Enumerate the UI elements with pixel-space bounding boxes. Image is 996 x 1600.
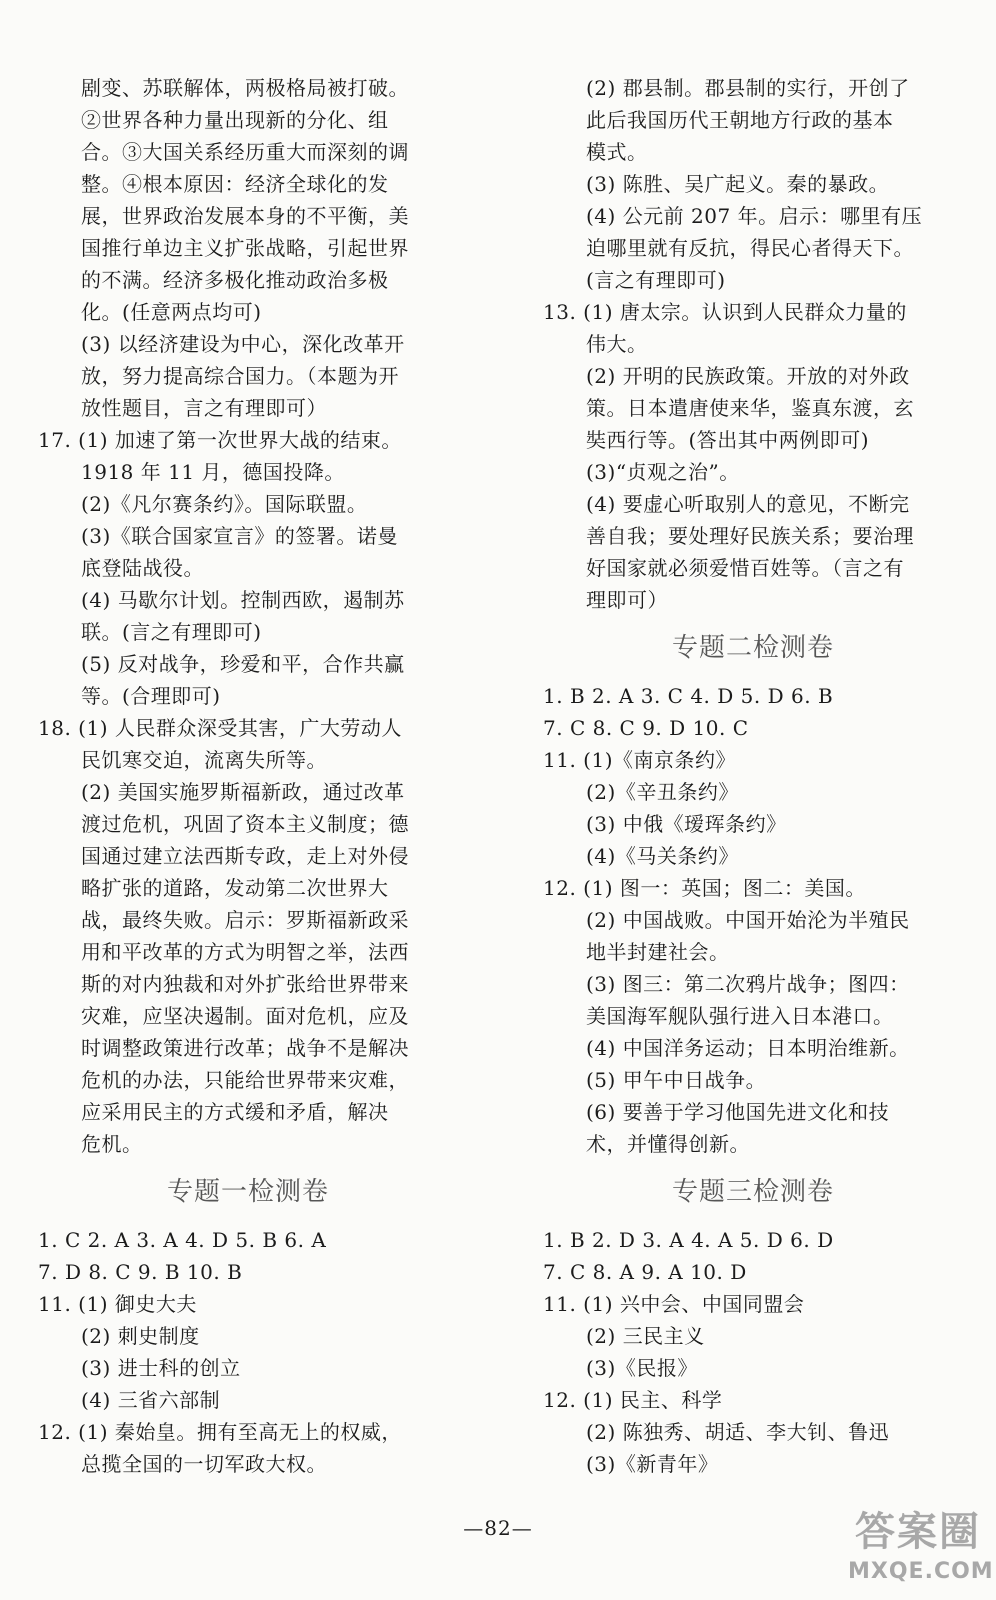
text-line: 奘西行等。(答出其中两例即可) xyxy=(586,428,870,452)
text-line: 地半封建社会。 xyxy=(586,940,730,964)
text-line: 18. (1) 人民群众深受其害，广大劳动人 xyxy=(38,716,402,740)
text-line: (3) 陈胜、吴广起义。秦的暴政。 xyxy=(586,172,890,196)
section-heading: 专题一检测卷 xyxy=(166,1177,329,1207)
text-line: 灾难，应坚决遏制。面对危机，应及 xyxy=(81,1004,409,1028)
watermark-logo xyxy=(848,1506,994,1592)
text-line: (2) 陈独秀、胡适、李大钊、鲁迅 xyxy=(586,1420,890,1444)
text-line: 战，最终失败。启示：罗斯福新政采 xyxy=(81,908,409,932)
text-line: (2) 美国实施罗斯福新政，通过改革 xyxy=(81,780,405,804)
right-column xyxy=(543,72,963,1480)
text-line: 的不满。经济多极化推动政治多极 xyxy=(81,268,389,292)
text-line: (3)《民报》 xyxy=(586,1356,698,1380)
text-line: (4) 要虚心听取别人的意见，不断完 xyxy=(586,492,910,516)
text-line: (3)“贞观之治”。 xyxy=(586,460,740,484)
text-line: 1. C 2. A 3. A 4. D 5. B 6. A xyxy=(38,1228,327,1252)
text-line: 17. (1) 加速了第一次世界大战的结束。 xyxy=(38,428,402,452)
text-line: 模式。 xyxy=(586,140,648,164)
text-line: (5) 甲午中日战争。 xyxy=(586,1068,767,1092)
text-line: 渡过危机，巩固了资本主义制度；德 xyxy=(81,812,409,836)
text-line: (2) 中国战败。中国开始沦为半殖民 xyxy=(586,908,910,932)
text-line: 等。(合理即可) xyxy=(81,684,221,708)
text-line: ②世界各种力量出现新的分化、组 xyxy=(81,108,389,132)
text-line: (4) 公元前 207 年。启示：哪里有压 xyxy=(586,204,923,228)
text-line: (4) 中国洋务运动；日本明治维新。 xyxy=(586,1036,910,1060)
section-heading: 专题二检测卷 xyxy=(671,633,834,663)
text-line: 1. B 2. A 3. C 4. D 5. D 6. B xyxy=(543,684,834,708)
text-line: 危机的办法，只能给世界带来灾难， xyxy=(81,1068,409,1092)
text-line: 12. (1) 秦始皇。拥有至高无上的权威， xyxy=(38,1420,402,1444)
text-line: (2)《凡尔赛条约》。国际联盟。 xyxy=(81,492,368,516)
text-line: 联。(言之有理即可) xyxy=(81,620,262,644)
text-line: 1. B 2. D 3. A 4. A 5. D 6. D xyxy=(543,1228,834,1252)
text-line: 1918 年 11 月，德国投降。 xyxy=(81,460,345,484)
text-line: 此后我国历代王朝地方行政的基本 xyxy=(586,108,894,132)
text-line: 11. (1) 御史大夫 xyxy=(38,1292,197,1316)
text-line: 伟大。 xyxy=(586,332,648,356)
text-line: 危机。 xyxy=(81,1132,143,1156)
text-line: 术，并懂得创新。 xyxy=(586,1132,750,1156)
text-line: 11. (1) 兴中会、中国同盟会 xyxy=(543,1292,805,1316)
text-line: (3)《联合国家宣言》的签署。诺曼 xyxy=(81,524,398,548)
text-line: 策。日本遣唐使来华，鉴真东渡，玄 xyxy=(586,396,914,420)
text-line: 总揽全国的一切军政大权。 xyxy=(81,1452,327,1476)
text-line: 放，努力提高综合国力。（本题为开 xyxy=(81,364,399,388)
text-line: 合。③大国关系经历重大而深刻的调 xyxy=(81,140,409,164)
text-line: (4)《马关条约》 xyxy=(586,844,739,868)
section-heading: 专题三检测卷 xyxy=(671,1177,834,1207)
text-line: 底登陆战役。 xyxy=(81,556,204,580)
text-line: (2) 郡县制。郡县制的实行，开创了 xyxy=(586,76,910,100)
text-line: (2) 刺史制度 xyxy=(81,1324,200,1348)
text-line: (2) 三民主义 xyxy=(586,1324,705,1348)
text-line: 展，世界政治发展本身的不平衡，美 xyxy=(81,204,409,228)
text-line: (3)《新青年》 xyxy=(586,1452,719,1476)
text-line: (3) 以经济建设为中心，深化改革开 xyxy=(81,332,405,356)
text-line: 时调整政策进行改革；战争不是解决 xyxy=(81,1036,409,1060)
text-line: 民饥寒交迫，流离失所等。 xyxy=(81,748,327,772)
text-line: (2)《辛丑条约》 xyxy=(586,780,739,804)
text-line: 用和平改革的方式为明智之举，法西 xyxy=(81,940,409,964)
text-line: (5) 反对战争，珍爱和平，合作共赢 xyxy=(81,652,405,676)
text-line: 13. (1) 唐太宗。认识到人民群众力量的 xyxy=(543,300,907,324)
page-number: —82— xyxy=(463,1516,533,1540)
text-line: (言之有理即可) xyxy=(586,268,726,292)
text-line: 国推行单边主义扩张战略，引起世界 xyxy=(81,236,409,260)
text-line: 好国家就必须爱惜百姓等。（言之有 xyxy=(586,556,904,580)
text-line: (6) 要善于学习他国先进文化和技 xyxy=(586,1100,890,1124)
text-line: 斯的对内独裁和对外扩张给世界带来 xyxy=(81,972,409,996)
text-line: 国通过建立法西斯专政，走上对外侵 xyxy=(81,844,409,868)
text-line: 应采用民主的方式缓和矛盾，解决 xyxy=(81,1100,389,1124)
text-line: 理即可） xyxy=(586,588,668,612)
text-line: (4) 三省六部制 xyxy=(81,1388,221,1412)
text-line: 11. (1)《南京条约》 xyxy=(543,748,736,772)
text-line: (3) 中俄《瑷珲条约》 xyxy=(586,812,787,836)
text-line: 整。④根本原因：经济全球化的发 xyxy=(81,172,389,196)
text-line: 12. (1) 图一：英国；图二：美国。 xyxy=(543,876,866,900)
text-line: (3) 进士科的创立 xyxy=(81,1356,241,1380)
text-line: 放性题目，言之有理即可） xyxy=(81,396,327,420)
text-line: 迫哪里就有反抗，得民心者得天下。 xyxy=(586,236,914,260)
text-line: 化。(任意两点均可) xyxy=(81,300,262,324)
text-line: (4) 马歇尔计划。控制西欧，遏制苏 xyxy=(81,588,405,612)
text-line: 7. C 8. A 9. A 10. D xyxy=(543,1260,747,1284)
text-line: 7. C 8. C 9. D 10. C xyxy=(543,716,749,740)
text-line: 剧变、苏联解体，两极格局被打破。 xyxy=(81,76,409,100)
watermark-url: MXQE.COM xyxy=(848,1559,994,1584)
text-line: 略扩张的道路，发动第二次世界大 xyxy=(81,876,389,900)
text-line: 美国海军舰队强行进入日本港口。 xyxy=(586,1004,894,1028)
text-line: (3) 图三：第二次鸦片战争；图四： xyxy=(586,972,910,996)
left-column xyxy=(38,72,438,1480)
text-line: 12. (1) 民主、科学 xyxy=(543,1388,723,1412)
text-line: 7. D 8. C 9. B 10. B xyxy=(38,1260,243,1284)
text-line: 善自我；要处理好民族关系；要治理 xyxy=(586,524,914,548)
text-line: (2) 开明的民族政策。开放的对外政 xyxy=(586,364,910,388)
watermark-text: 答案圈 xyxy=(855,1508,981,1555)
